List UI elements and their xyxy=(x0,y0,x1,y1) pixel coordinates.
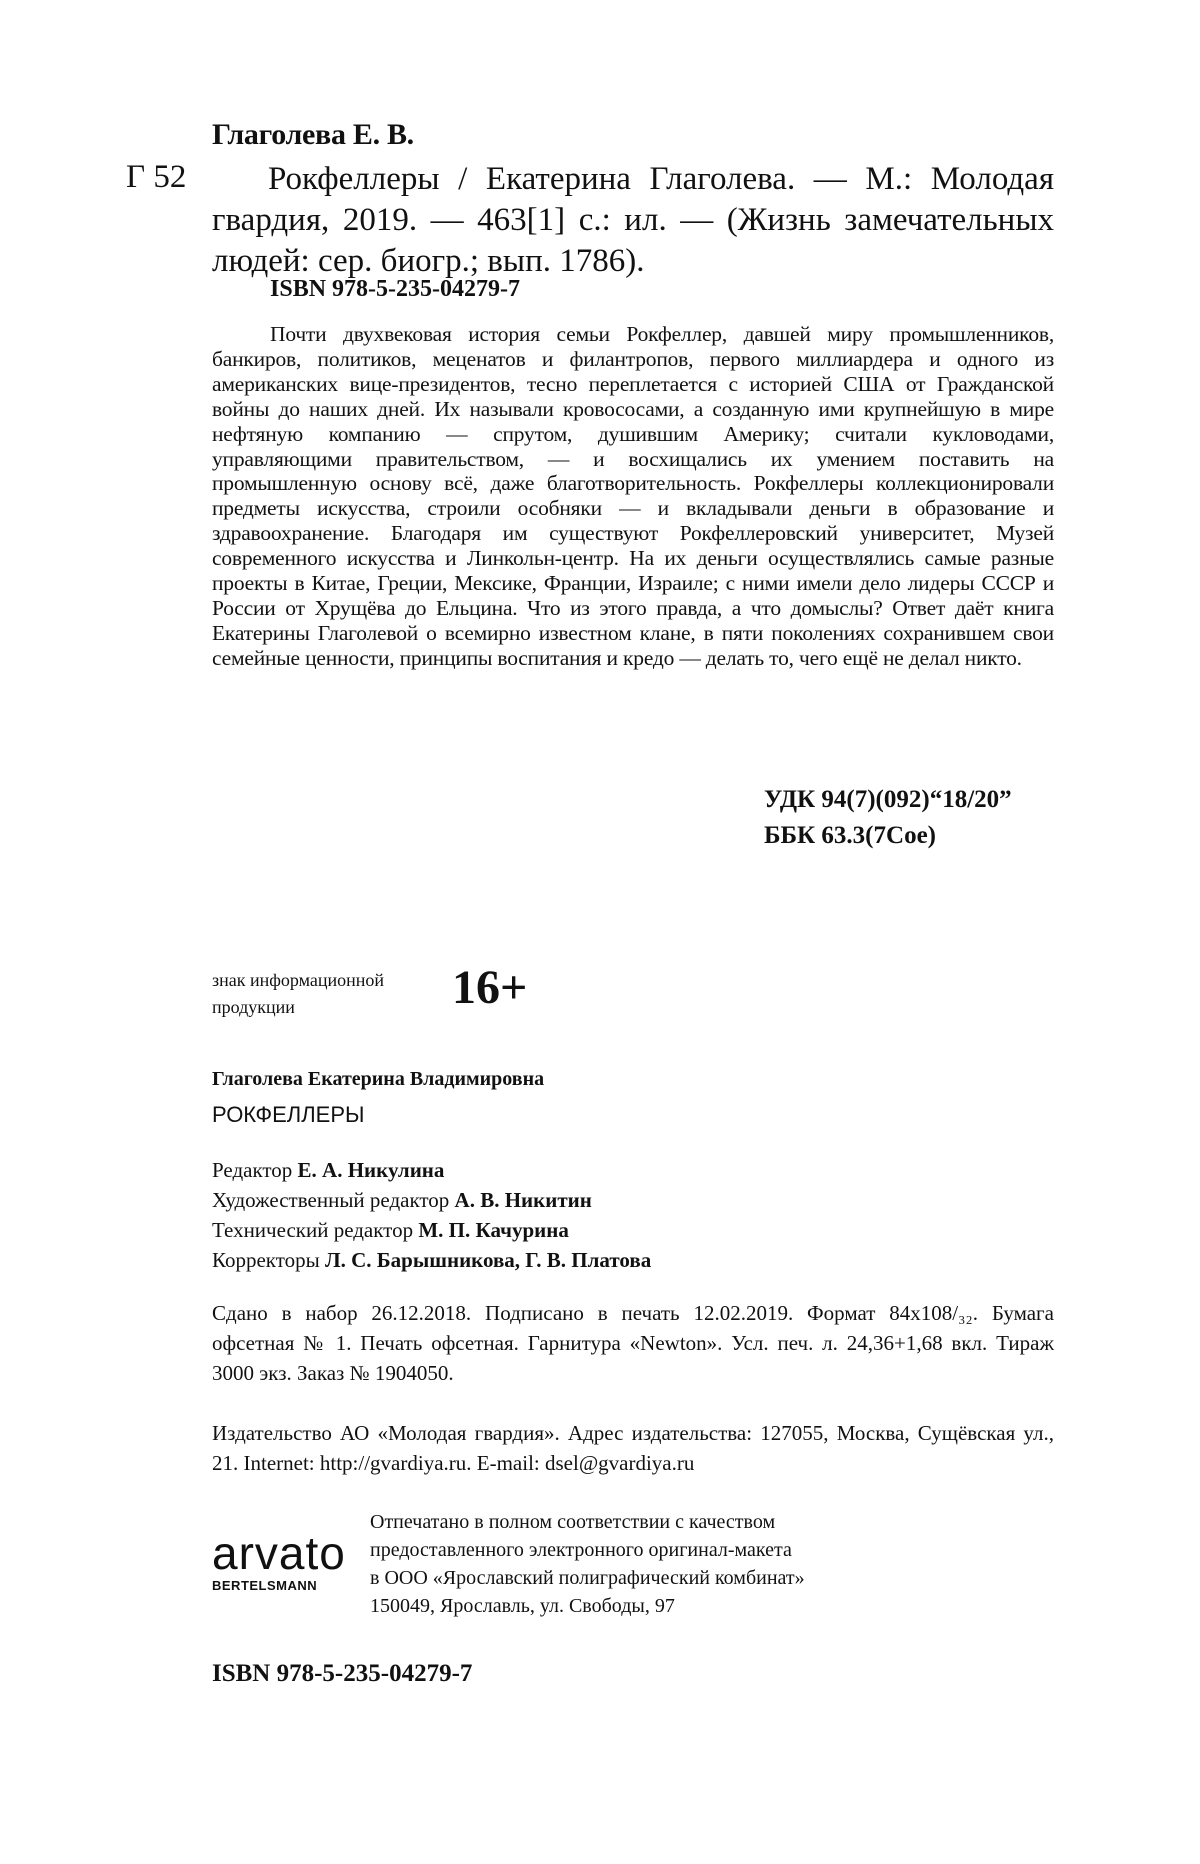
bbk-code: ББК 63.3(7Сое) xyxy=(764,822,936,850)
imprint-title: РОКФЕЛЛЕРЫ xyxy=(212,1102,364,1128)
imprint-author: Глаголева Екатерина Владимировна xyxy=(212,1068,544,1091)
credit-art-editor xyxy=(212,1188,592,1213)
age-sign-label-line1: знак информационной xyxy=(212,967,384,994)
credit-role: Корректоры xyxy=(212,1248,320,1272)
author-header: Глаголева Е. В. xyxy=(212,118,414,152)
credit-name: Е. А. Никулина xyxy=(298,1158,445,1182)
isbn-header: ISBN 978-5-235-04279-7 xyxy=(270,276,520,303)
age-sign-label-line2: продукции xyxy=(212,994,384,1021)
isbn-footer: ISBN 978-5-235-04279-7 xyxy=(212,1660,472,1688)
credit-name: М. П. Качурина xyxy=(418,1218,569,1242)
print-details: Сдано в набор 26.12.2018. Подписано в печать 12.02.2019. Формат 84x108/₃₂. Бумага офсетная № 1. Печать офсетная. Гарнитура «Newton». Усл. печ. л. 24,36+1,68 вкл. Тираж 3000 экз. Заказ № 1904050. xyxy=(212,1298,1054,1388)
printer-line: Отпечатано в полном соответствии с качеством xyxy=(370,1508,805,1536)
printer-line: предоставленного электронного оригинал-макета xyxy=(370,1536,805,1564)
bibliographic-description: Рокфеллеры / Екатерина Глаголева. — М.: Молодая гвардия, 2019. — 463[1] с.: ил. — (Жизнь замечательных людей: сер. биогр.; вып. 1786). xyxy=(212,159,1054,282)
logo-wordmark: arvato xyxy=(212,1530,356,1576)
credit-name: Л. С. Барышникова, Г. В. Платова xyxy=(325,1248,651,1272)
printer-line: 150049, Ярославль, ул. Свободы, 97 xyxy=(370,1592,805,1620)
logo-subtitle: BERTELSMANN xyxy=(212,1578,356,1593)
credit-role: Редактор xyxy=(212,1158,292,1182)
printer-line: в ООО «Ярославский полиграфический комбинат» xyxy=(370,1564,805,1592)
credit-role: Художественный редактор xyxy=(212,1188,449,1212)
credit-role: Технический редактор xyxy=(212,1218,413,1242)
printer-info xyxy=(370,1508,805,1620)
credit-editor xyxy=(212,1158,444,1183)
udc-code: УДК 94(7)(092)“18/20” xyxy=(764,786,1012,814)
publisher-info: Издательство АО «Молодая гвардия». Адрес издательства: 127055, Москва, Сущёвская ул., 21. Internet: http://gvardiya.ru. E-mail: dsel@gvardiya.ru xyxy=(212,1418,1054,1478)
age-rating: 16+ xyxy=(452,960,527,1015)
arvato-logo xyxy=(212,1530,356,1593)
credit-tech-editor xyxy=(212,1218,569,1243)
credit-proofreaders xyxy=(212,1248,651,1273)
age-sign-label xyxy=(212,967,384,1021)
annotation-text: Почти двухвековая история семьи Рокфеллер, давшей миру промышленников, банкиров, политиков, меценатов и филантропов, первого миллиардера и одного из американских вице-президентов, тесно переплетается с историей США от Гражданской войны до наших дней. Их называли кровососами, а созданную ими крупнейшую в мире нефтяную компанию — спрутом, душившим Америку; считали кукловодами, управляющими правительством, — и восхищались их умением поставить на промышленную основу всё, даже благотворительность. Рокфеллеры коллекционировали предметы искусства, строили особняки — и вкладывали деньги в образование и здравоохранение. Благодаря им существуют Рокфеллеровский университет, Музей современного искусства и Линкольн-центр. На их деньги осуществлялись самые разные проекты в Китае, Греции, Мексике, Франции, Израиле; с ними имели дело лидеры СССР и России от Хрущёва до Ельцина. Что из этого правда, а что домыслы? Ответ даёт книга Екатерины Глаголевой о всемирно известном клане, в пяти поколениях сохранившем свои семейные ценности, принципы воспитания и кредо — делать то, чего ещё не делал никто. xyxy=(212,322,1054,671)
credit-name: А. В. Никитин xyxy=(455,1188,592,1212)
catalog-index: Г 52 xyxy=(126,159,186,196)
